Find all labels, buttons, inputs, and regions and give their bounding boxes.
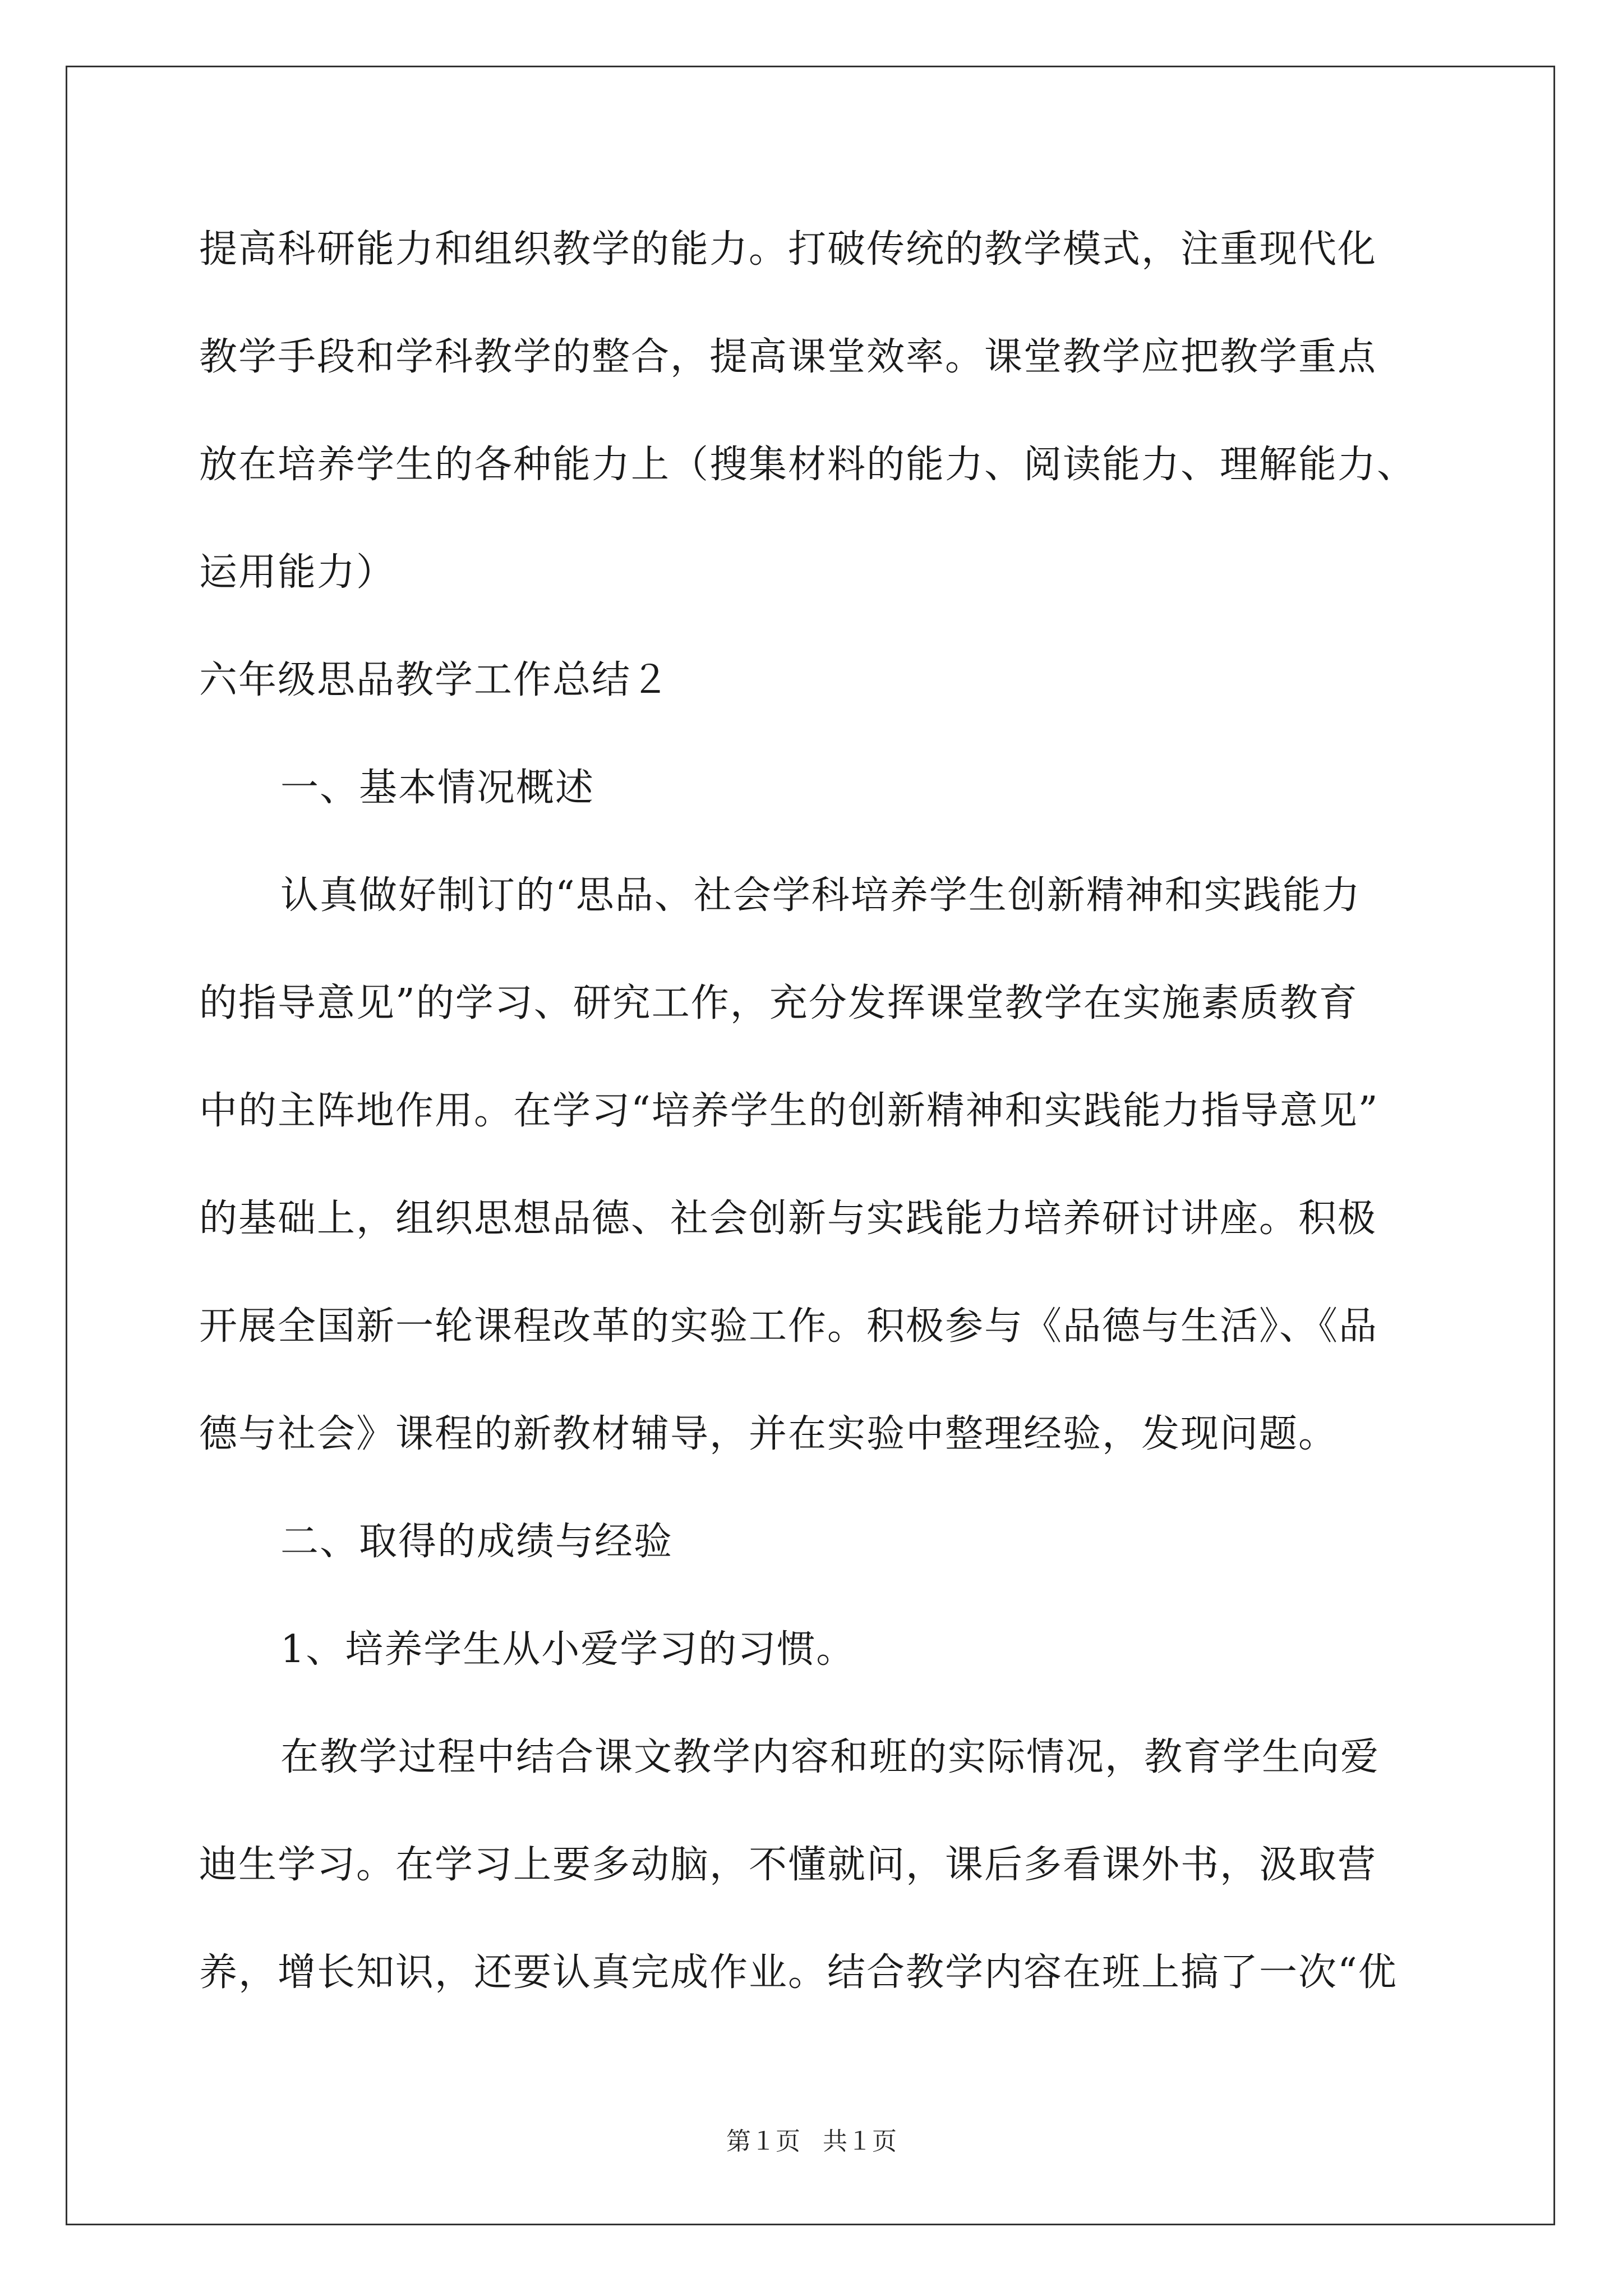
body-text-line: 的指导意见”的学习、研究工作，充分发挥课堂教学在实施素质教育 [199, 981, 1358, 1025]
section-title: 六年级思品教学工作总结２ [199, 658, 671, 702]
subsection-heading: 1、培养学生从小爱学习的习惯。 [280, 1627, 856, 1672]
body-text-line: 放在培养学生的各种能力上（搜集材料的能力、阅读能力、理解能力、 [199, 443, 1417, 487]
body-text-line: 养，增长知识，还要认真完成作业。结合教学内容在班上搞了一次“优 [199, 1950, 1398, 1995]
body-text-line: 德与社会》课程的新教材辅导，并在实验中整理经验，发现问题。 [199, 1412, 1338, 1456]
body-text-line: 在教学过程中结合课文教学内容和班的实际情况，教育学生向爱 [280, 1735, 1380, 1779]
body-text-line: 中的主阵地作用。在学习“培养学生的创新精神和实践能力指导意见” [199, 1089, 1379, 1133]
body-text-line: 迪生学习。在学习上要多动脑，不懂就问，课后多看课外书，汲取营 [199, 1843, 1377, 1887]
body-text-line: 教学手段和学科教学的整合，提高课堂效率。课堂教学应把教学重点 [199, 335, 1377, 379]
page-total: 共１页 [823, 2127, 897, 2156]
page-frame [66, 66, 1555, 2225]
body-text-line: 运用能力） [199, 550, 396, 595]
body-text-line: 开展全国新一轮课程改革的实验工作。积极参与《品德与生活》、《品 [199, 1304, 1378, 1349]
page-footer [0, 2126, 1623, 2157]
body-text-line: 提高科研能力和组织教学的能力。打破传统的教学模式，注重现代化 [199, 227, 1377, 272]
body-text-line: 的基础上，组织思想品德、社会创新与实践能力培养研讨讲座。积极 [199, 1197, 1377, 1241]
page-number: 第１页 [726, 2127, 800, 2156]
section-heading: 一、基本情况概述 [280, 766, 595, 810]
section-heading: 二、取得的成绩与经验 [280, 1520, 674, 1564]
body-text-line: 认真做好制订的“思品、社会学科培养学生创新精神和实践能力 [280, 873, 1361, 918]
